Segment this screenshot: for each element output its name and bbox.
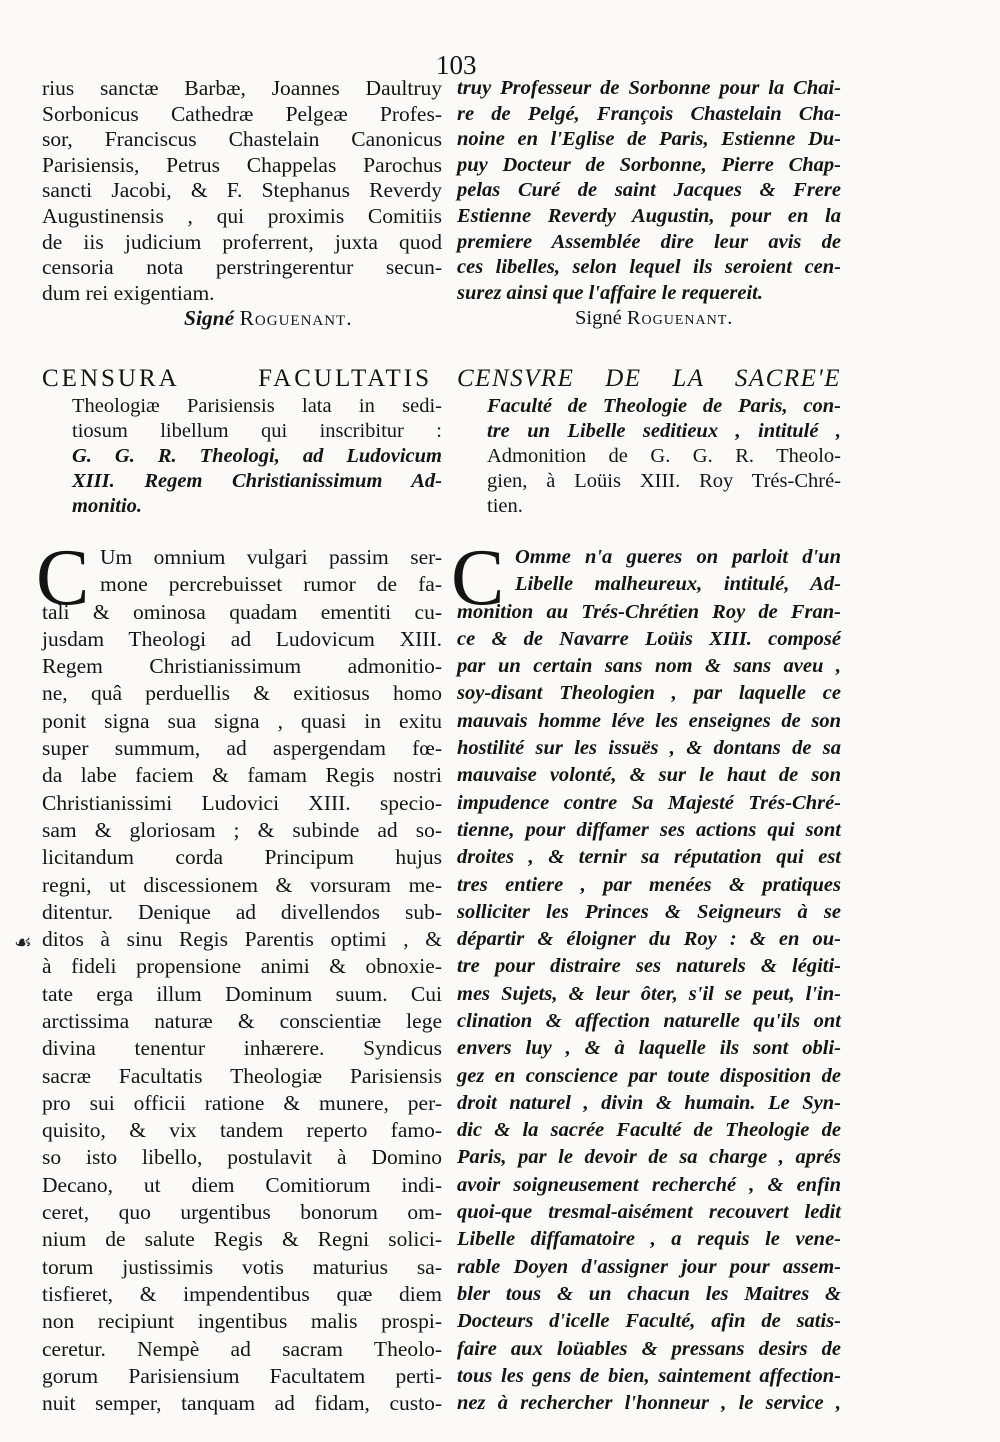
text-line: super summum, ad aspergendam fœ- [42, 736, 442, 761]
text-line: Omme n'a gueres on parloit d'un [515, 545, 841, 568]
text-line: tienne, pour diffamer ses actions qui sont [457, 818, 841, 841]
text-line: tous les gens de bien, saintement affection- [457, 1364, 841, 1387]
text-line: soy-disant Theologien , par laquelle ce [457, 682, 841, 705]
text-line: Regem Christianissimum admonitio- [42, 654, 442, 679]
text-line: licitandum corda Principum hujus [42, 845, 442, 870]
french-intro-paragraph [457, 76, 841, 332]
text-line: sor, Franciscus Chastelain Canonicus [42, 127, 442, 152]
text-line: Um omnium vulgari passim ser- [100, 544, 442, 569]
text-line: envers luy , & à laquelle ils sont obli- [457, 1037, 841, 1060]
text-line: ceret, quo urgentibus bonorum om- [42, 1200, 442, 1225]
latin-heading [42, 364, 442, 519]
heading-subtitle-line: tiosum libellum qui inscribitur : [72, 419, 442, 442]
drop-cap: C [36, 533, 90, 622]
text-line: tate erga illum Dominum suum. Cui [42, 981, 442, 1006]
text-line: da labe faciem & famam Regis nostri [42, 763, 442, 788]
text-line: tres entiere , par menées & pratiques [457, 873, 841, 896]
signature-line [42, 306, 442, 332]
text-line: ditos à sinu Regis Parentis optimi , & [42, 927, 442, 952]
text-line: avoir soigneusement recherché , & enfin [457, 1173, 841, 1196]
text-line: premiere Assemblée dire leur avis de [457, 230, 841, 253]
drop-cap: C [451, 533, 505, 622]
text-line: non recipiunt ingentibus malis prospi- [42, 1309, 442, 1334]
french-heading [457, 364, 841, 519]
latin-intro-paragraph [42, 76, 442, 332]
latin-column [36, 76, 442, 1417]
text-line: pelas Curé de saint Jacques & Frere [457, 179, 841, 202]
text-line: regni, ut discessionem & vorsuram me- [42, 872, 442, 897]
text-line: arctissima naturæ & conscientiæ lege [42, 1008, 442, 1033]
text-line: noine en l'Eglise de Paris, Estienne Du- [457, 128, 841, 151]
text-line: de iis judicium proferrent, juxta quod [42, 229, 442, 254]
text-line: impudence contre Sa Majesté Trés-Chré- [457, 791, 841, 814]
signature-prefix: Signé [575, 307, 622, 330]
heading-subtitle-line: gien, à Loüis XIII. Roy Trés-Chré- [487, 469, 841, 492]
heading-subtitle-line: XIII. Regem Christianissimum Ad- [72, 469, 442, 492]
text-line: droit naturel , divin & humain. Le Syn- [457, 1091, 841, 1114]
text-line: tre pour distraire ses naturels & légiti- [457, 955, 841, 978]
heading-subtitle-line: Admonition de G. G. R. Theolo- [487, 444, 841, 467]
signature-line [457, 306, 841, 332]
text-line: monition au Trés-Chrétien Roy de Fran- [457, 600, 841, 623]
text-line: tali & ominosa quadam ementiti cu- [42, 599, 442, 624]
text-line: censoria nota perstringerentur secun- [42, 255, 442, 280]
text-line: Libelle malheureux, intitulé, Ad- [515, 573, 841, 596]
text-line: mone percrebuisset rumor de fa- [100, 572, 442, 597]
text-line: par un certain sans nom & sans aveu , [457, 655, 841, 678]
latin-body-paragraph [36, 533, 442, 1418]
text-line: à fideli propensione animi & obnoxie- [42, 954, 442, 979]
text-line: dum rei exigentiam. [42, 280, 215, 305]
text-line: nuit semper, tanquam ad fidam, custo- [42, 1391, 442, 1416]
text-line: mes Sujets, & leur ôter, s'il se peut, l'in- [457, 982, 841, 1005]
signature-name: Roguenant. [239, 306, 353, 331]
french-body-paragraph [451, 533, 841, 1418]
heading-subtitle-line: tien. [487, 494, 523, 517]
text-line: Paris, par le devoir de sa charge , aprés [457, 1146, 841, 1169]
text-line: truy Professeur de Sorbonne pour la Chai- [457, 77, 841, 99]
text-line: Estienne Reverdy Augustin, pour en la [457, 204, 841, 227]
heading-subtitle-line: G. G. R. Theologi, ad Ludovicum [72, 444, 442, 467]
text-line: Sorbonicus Cathedræ Pelgeæ Profes- [42, 101, 442, 126]
text-line: clination & affection naturelle qu'ils ont [457, 1009, 841, 1032]
text-line: rable Doyen d'assigner jour pour assem- [457, 1255, 841, 1278]
text-line: tisfieret, & impendentibus quæ diem [42, 1281, 442, 1306]
heading-subtitle-line: tre un Libelle seditieux , intitulé , [487, 419, 841, 442]
text-line: gez en conscience par toute disposition de [457, 1064, 841, 1087]
text-line: hostilité sur les issuës , & dontans de sa [457, 737, 841, 760]
heading-title: CENSVRE DE LA SACRE'E [457, 364, 841, 392]
text-line: surez ainsi que l'affaire le requereit. [457, 281, 763, 304]
text-line: ponit signa sua signa , quasi in exitu [42, 708, 442, 733]
text-line: so isto libello, postulavit à Domino [42, 1145, 442, 1170]
heading-subtitle-line: Faculté de Theologie de Paris, con- [487, 394, 841, 417]
french-column [451, 76, 841, 1417]
text-line: sacræ Facultatis Theologiæ Parisiensis [42, 1063, 442, 1088]
text-line: Augustinensis , qui proximis Comitiis [42, 203, 442, 228]
text-line: divina tenentur inhærere. Syndicus [42, 1036, 442, 1061]
signature-prefix: Signé [184, 306, 235, 331]
text-line: re de Pelgé, François Chastelain Cha- [457, 102, 841, 125]
text-line: nez à rechercher l'honneur , le service , [457, 1392, 841, 1415]
text-line: quoi-que tresmal-aisément recouvert ledit [457, 1201, 841, 1224]
heading-subtitle-line: Theologiæ Parisiensis lata in sedi- [72, 394, 442, 417]
text-line: départir & éloigner du Roy : & en ou- [457, 928, 841, 951]
text-line: rius sanctæ Barbæ, Joannes Daultruy [42, 76, 442, 100]
text-line: mauvais homme léve les enseignes de son [457, 709, 841, 732]
text-line: gorum Parisiensium Facultatem perti- [42, 1363, 442, 1388]
text-line: sancti Jacobi, & F. Stephanus Reverdy [42, 178, 442, 203]
page-number: 103 [436, 50, 477, 80]
heading-title: CENSURA FACULTATIS [42, 364, 432, 392]
text-line: quisito, & vix tandem reperto famo- [42, 1118, 442, 1143]
text-line: ditentur. Denique ad divellendos sub- [42, 899, 442, 924]
text-line: faire aux loüables & pressans desirs de [457, 1337, 841, 1360]
text-line: Docteurs d'icelle Faculté, afin de satis- [457, 1310, 841, 1333]
text-line: mauvaise volonté, & sur le haut de son [457, 764, 841, 787]
text-line: solliciter les Princes & Seigneurs à se [457, 900, 841, 923]
text-line: torum justissimis votis maturius sa- [42, 1254, 442, 1279]
text-line: Christianissimi Ludovici XIII. specio- [42, 790, 442, 815]
text-line: droites , & ternir sa réputation qui est [457, 846, 841, 869]
text-line: Parisiensis, Petrus Chappelas Parochus [42, 152, 442, 177]
text-line: ces libelles, selon lequel ils seroient cen- [457, 256, 841, 279]
text-line: pro sui officii ratione & munere, per- [42, 1090, 442, 1115]
text-line: Decano, ut diem Comitiorum indi- [42, 1172, 442, 1197]
text-line: dic & la sacrée Faculté de Theologie de [457, 1119, 841, 1142]
text-line: bler tous & un chacun les Maitres & [457, 1282, 841, 1305]
signature-name: Roguenant. [626, 307, 734, 330]
text-line: ceretur. Nempè ad sacram Theolo- [42, 1336, 442, 1361]
text-line: sam & gloriosam ; & subinde ad so- [42, 817, 442, 842]
heading-subtitle-line: monitio. [72, 494, 143, 517]
text-line: ne, quâ perduellis & exitiosus homo [42, 681, 442, 706]
text-line: puy Docteur de Sorbonne, Pierre Chap- [457, 153, 841, 176]
text-line: nium de salute Regis & Regni solici- [42, 1227, 442, 1252]
margin-ornament-icon: ☙ [14, 932, 32, 954]
text-line: jusdam Theologi ad Ludovicum XIII. [42, 626, 442, 651]
text-line: Libelle diffamatoire , a requis le vene- [457, 1228, 841, 1251]
text-line: ce & de Navarre Loüis XIII. composé [457, 627, 841, 650]
